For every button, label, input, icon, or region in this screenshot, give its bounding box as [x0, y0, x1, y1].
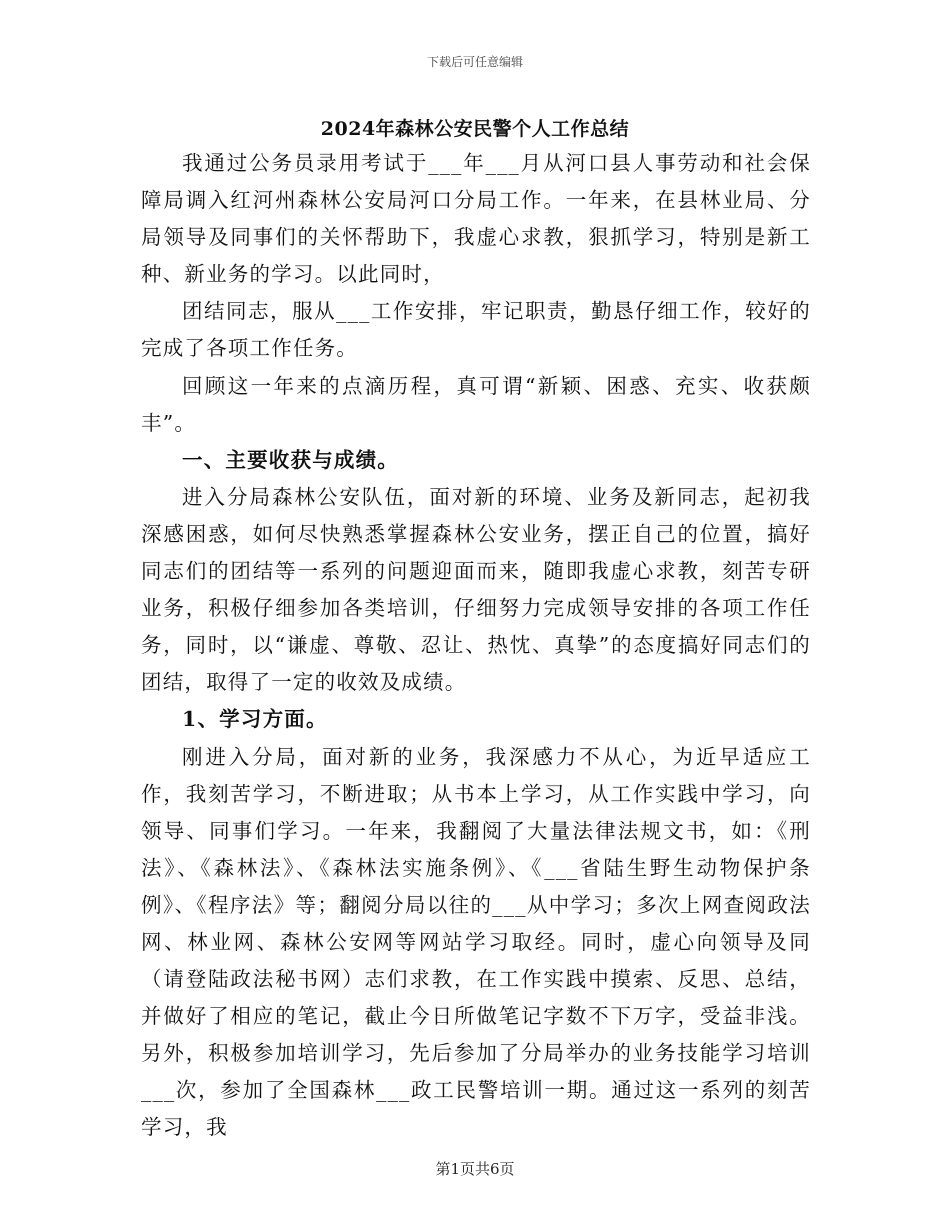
document-title: 2024年森林公安民警个人工作总结 [320, 118, 630, 140]
paragraph-study: 刚进入分局，面对新的业务，我深感力不从心，为近早适应工作，我刻苦学习，不断进取；从书本上学习，从工作实践中学习，向领导、同事们学习。一年来，我翻阅了大量法律法规文书，如：《刑法》、《森林法》、《森林法实施条例》、《___省陆生野生动物保护条例》、《程序法》等；翻阅分局以往的___从中学习；多次上网查阅政法网、林业网、森林公安网等网站学习取经。同时，虚心向领导及同（请登陆政法秘书网）志们求教，在工作实践中摸索、反思、总结，并做好了相应的笔记，截止今日所做笔记字数不下万字，受益非浅。另外，积极参加培训学习，先后参加了分局举办的业务技能学习培训___次，参加了全国森林___政工民警培训一期。通过这一系列的刻苦学习，我 [141, 744, 811, 1140]
header-note: 下载后可任意编辑 [426, 55, 523, 69]
section-heading-gains: 一、主要收获与成绩。 [182, 447, 399, 472]
page-number: 第1页共6页 [435, 1160, 515, 1178]
paragraph-intro: 我通过公务员录用考试于___年___月从河口县人事劳动和社会保障局调入红河州森林公安局河口分局工作。一年来，在县林业局、分局领导及同事们的关怀帮助下，我虚心求教，狠抓学习，特别是新工种、新业务的学习。以此同时， [141, 151, 811, 287]
paragraph-unity: 团结同志，服从___工作安排，牢记职责，勤恳仔细工作，较好的完成了各项工作任务。 [141, 299, 811, 361]
paragraph-gains: 进入分局森林公安队伍，面对新的环境、业务及新同志，起初我深感困惑，如何尽快熟悉掌握森林公安业务，摆正自己的位置，搞好同志们的团结等一系列的问题迎面而来，随即我虚心求教，刻苦专研业务，积极仔细参加各类培训，仔细努力完成领导安排的各项工作任务，同时，以“谦虚、尊敬、忍让、热忱、真挚”的态度搞好同志们的团结，取得了一定的收效及成绩。 [141, 484, 811, 695]
paragraph-review: 回顾这一年来的点滴历程，真可谓“新颖、困惑、充实、收获颇丰”。 [141, 373, 811, 435]
subsection-heading-study: 1、学习方面。 [182, 707, 328, 732]
document-body [141, 145, 811, 1147]
